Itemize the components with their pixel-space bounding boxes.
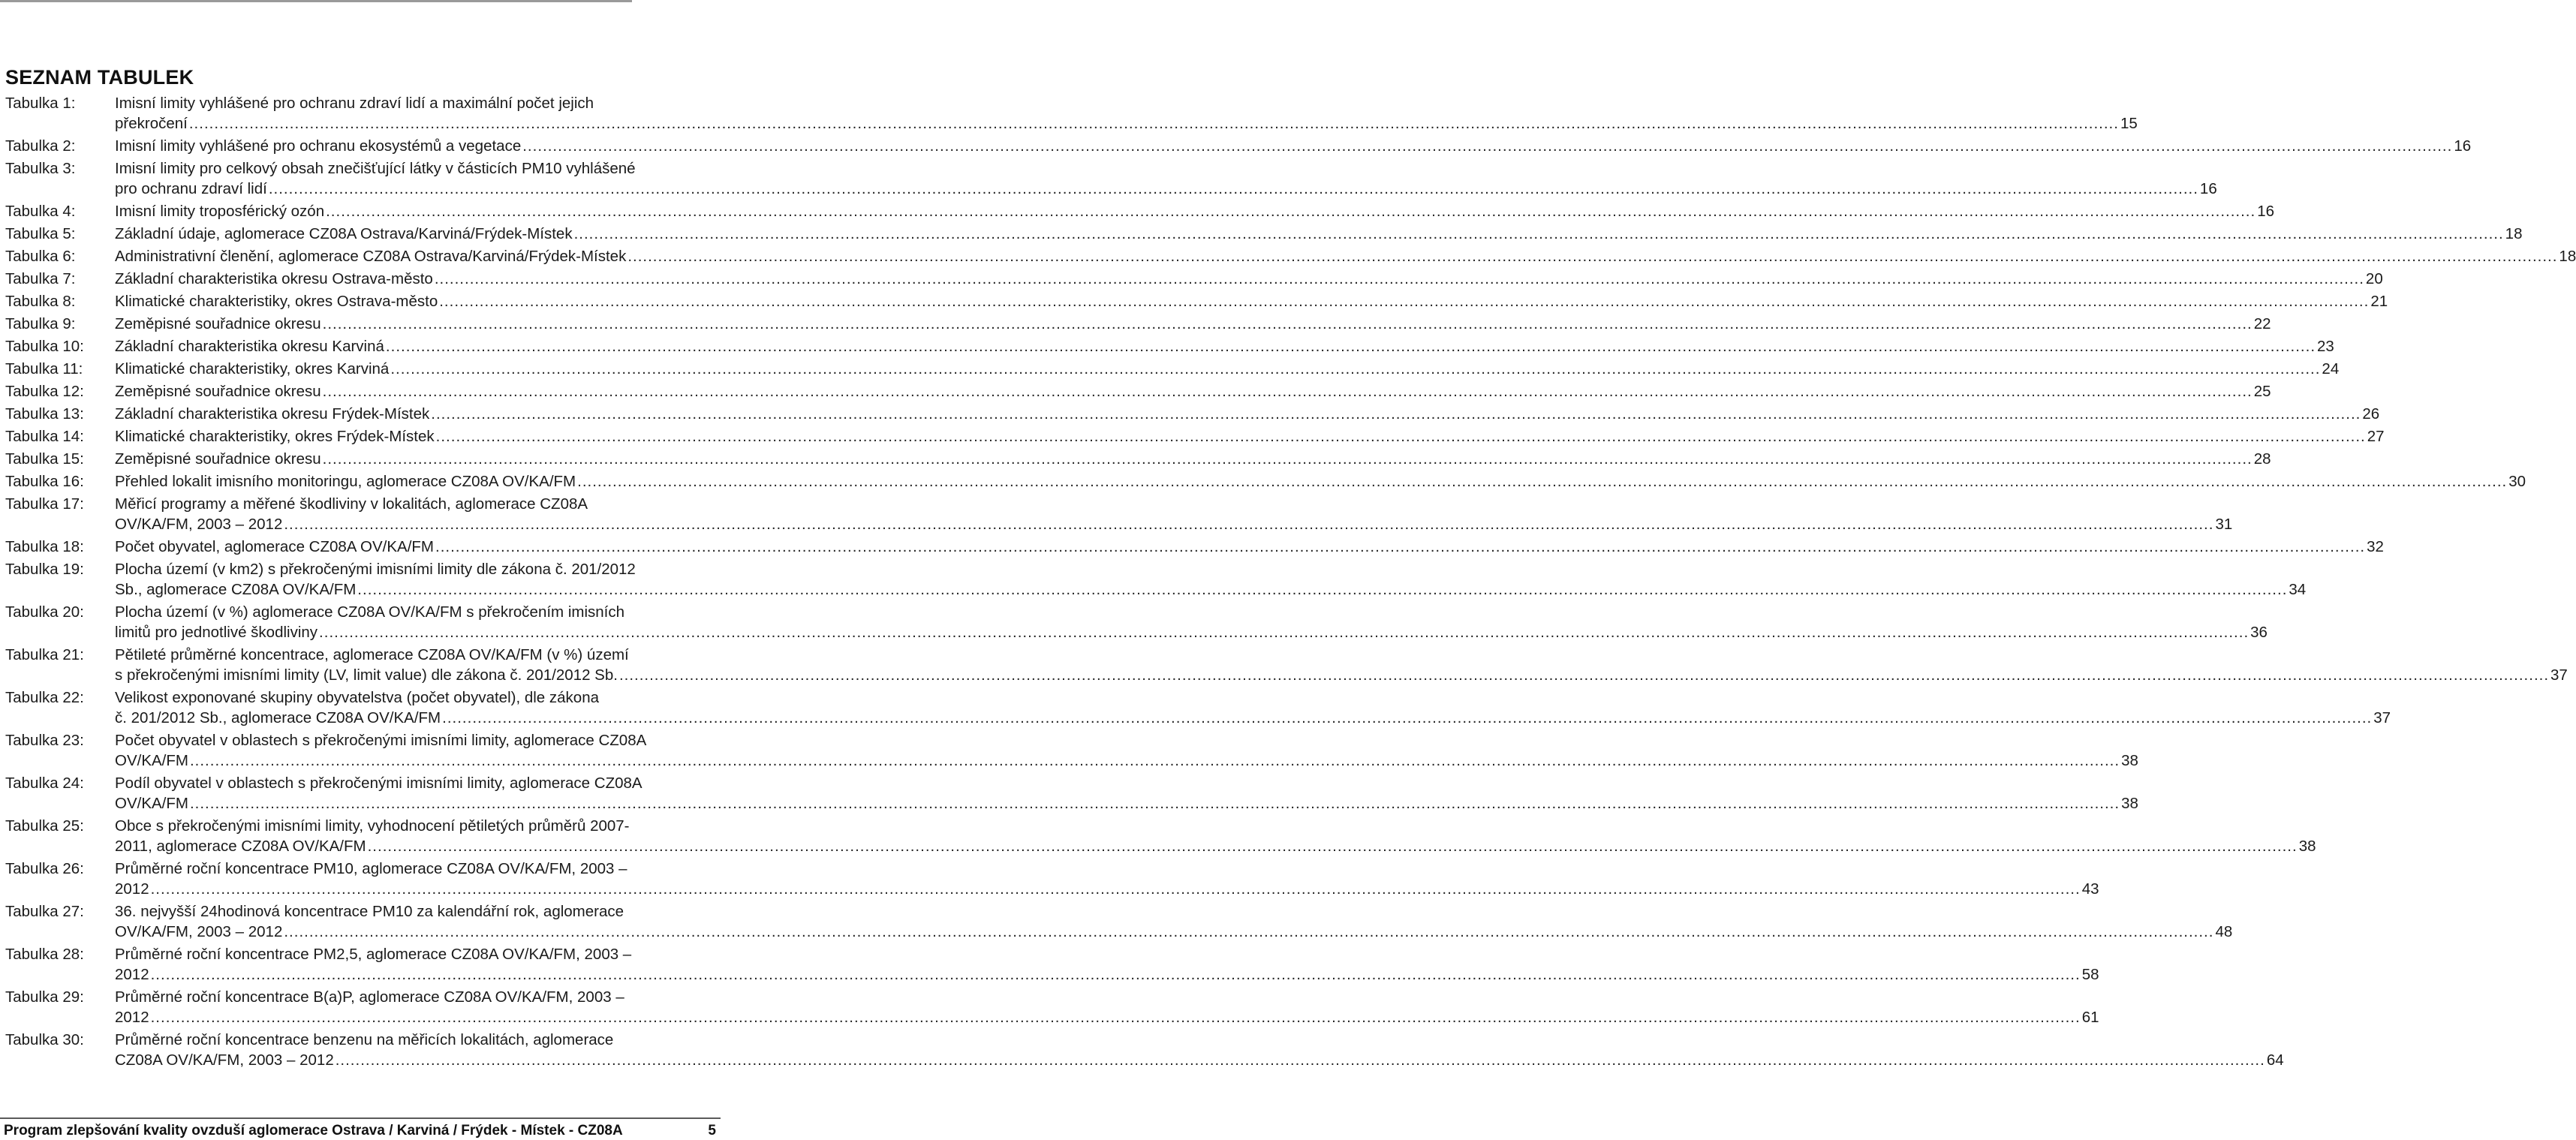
entry-label: Tabulka 2: (5, 137, 76, 155)
entry-title-line: Klimatické charakteristiky, okres Ostrava-město (115, 293, 438, 310)
entry-title-line: 2012 (115, 880, 149, 898)
toc-entry[interactable] (5, 602, 2268, 642)
entry-body (115, 314, 2271, 334)
page-number: 64 (2266, 1051, 2284, 1069)
entry-label: Tabulka 29: (5, 988, 84, 1006)
entry-label: Tabulka 6: (5, 248, 76, 265)
entry-title-line: Zeměpisné souřadnice okresu (115, 383, 321, 400)
entry-last-line (115, 514, 2232, 534)
header-rule (0, 0, 632, 2)
entry-title-line: Základní charakteristika okresu Karviná (115, 338, 384, 355)
dot-leader (619, 665, 2549, 685)
toc-entry[interactable] (5, 158, 2217, 199)
entry-label: Tabulka 16: (5, 473, 84, 490)
page-number: 28 (2253, 450, 2271, 468)
entry-title-line: Plocha území (v km2) s překročenými imisními limity dle zákona č. 201/2012 (115, 561, 636, 578)
page-number: 24 (2322, 360, 2340, 377)
toc-entry[interactable] (5, 246, 2576, 266)
page-number: 30 (2508, 473, 2526, 490)
entry-title-line: Průměrné roční koncentrace B(a)P, aglomerace CZ08A OV/KA/FM, 2003 – (115, 988, 624, 1006)
toc-entry[interactable] (5, 559, 2307, 600)
entry-title-line: Průměrné roční koncentrace PM2,5, aglomerace CZ08A OV/KA/FM, 2003 – (115, 946, 632, 963)
entry-last-line (115, 708, 2391, 728)
entry-title-line: Základní údaje, aglomerace CZ08A Ostrava/Karviná/Frýdek-Místek (115, 225, 573, 242)
page-number: 20 (2365, 270, 2383, 287)
entry-last-line (115, 404, 2379, 424)
page-number: 18 (2559, 248, 2576, 265)
entry-label: Tabulka 1: (5, 95, 76, 112)
dot-leader (435, 269, 2364, 289)
entry-last-line (115, 179, 2217, 199)
page-number: 36 (2250, 624, 2268, 641)
entry-label: Tabulka 27: (5, 903, 84, 920)
entry-body (115, 602, 2268, 642)
entry-body (115, 901, 2232, 942)
page-number: 38 (2298, 838, 2316, 855)
entry-last-line (115, 359, 2339, 379)
entry-body (115, 336, 2334, 356)
toc-entry[interactable] (5, 773, 2138, 814)
toc-entry[interactable] (5, 471, 2526, 492)
entry-title-line: OV/KA/FM (115, 795, 188, 812)
dot-leader (577, 471, 2507, 492)
toc-entry[interactable] (5, 944, 2099, 985)
entry-last-line (115, 793, 2138, 814)
entry-last-line (115, 224, 2522, 244)
entry-title-line: Základní charakteristika okresu Ostrava-město (115, 270, 433, 287)
footer-page-number: 5 (708, 1123, 716, 1138)
entry-title-line: Podíl obyvatel v oblastech s překročenými imisními limity, aglomerace CZ08A (115, 775, 642, 792)
entry-body (115, 404, 2379, 424)
entry-last-line (115, 537, 2384, 557)
toc-entry[interactable] (5, 816, 2316, 856)
page-number: 15 (2120, 115, 2138, 132)
toc-entry[interactable] (5, 645, 2568, 685)
dot-leader (442, 708, 2372, 728)
entry-label: Tabulka 11: (5, 360, 83, 377)
entry-title-line: č. 201/2012 Sb., aglomerace CZ08A OV/KA/FM (115, 709, 441, 726)
toc-entry[interactable] (5, 359, 2340, 379)
page-number: 38 (2121, 795, 2138, 812)
dot-leader (284, 922, 2213, 942)
dot-leader (574, 224, 2504, 244)
page-number: 23 (2317, 338, 2334, 355)
entry-title-line: překročení (115, 115, 188, 132)
page-number: 25 (2253, 383, 2271, 400)
page-number: 58 (2081, 966, 2099, 983)
entry-title-line: Plocha území (v %) aglomerace CZ08A OV/KA/FM s překročením imisních (115, 603, 625, 621)
entry-body (115, 359, 2339, 379)
page-number: 32 (2367, 538, 2384, 555)
dot-leader (439, 291, 2369, 311)
entry-title-line: Sb., aglomerace CZ08A OV/KA/FM (115, 581, 357, 598)
entry-title-line: Počet obyvatel, aglomerace CZ08A OV/KA/FM (115, 538, 434, 555)
entry-label: Tabulka 30: (5, 1031, 84, 1048)
entry-body (115, 291, 2388, 311)
entry-body (115, 859, 2099, 899)
dot-leader (190, 750, 2120, 771)
page-number: 34 (2289, 581, 2307, 598)
toc-entry[interactable] (5, 987, 2099, 1027)
toc-entry[interactable] (5, 537, 2384, 557)
page-number: 16 (2454, 137, 2472, 155)
entry-label: Tabulka 5: (5, 225, 76, 242)
entry-last-line (115, 665, 2568, 685)
page-number: 37 (2550, 666, 2568, 684)
dot-leader (151, 879, 2081, 899)
entry-label: Tabulka 4: (5, 203, 76, 220)
entry-title-line: s překročenými imisními limity (LV, limit value) dle zákona č. 201/2012 Sb. (115, 666, 618, 684)
dot-leader (386, 336, 2316, 356)
entry-body (115, 773, 2138, 814)
dot-leader (326, 201, 2256, 221)
entry-last-line (115, 1007, 2099, 1027)
entry-title-line: 2011, aglomerace CZ08A OV/KA/FM (115, 838, 366, 855)
entry-body (115, 269, 2383, 289)
dot-leader (151, 964, 2081, 985)
dot-leader (368, 836, 2298, 856)
dot-leader (151, 1007, 2081, 1027)
entry-label: Tabulka 26: (5, 860, 84, 877)
toc-entry[interactable] (5, 730, 2138, 771)
entry-last-line (115, 113, 2138, 134)
page-number: 21 (2370, 293, 2388, 310)
dot-leader (319, 622, 2249, 642)
entry-title-line: Klimatické charakteristiky, okres Karviná (115, 360, 390, 377)
dot-leader (357, 579, 2287, 600)
dot-leader (323, 381, 2252, 402)
page-number: 43 (2081, 880, 2099, 898)
toc-entry[interactable] (5, 381, 2271, 402)
dot-leader (435, 537, 2365, 557)
dot-leader (284, 514, 2213, 534)
entry-title-line: Zeměpisné souřadnice okresu (115, 450, 321, 468)
entry-body (115, 136, 2471, 156)
entry-body (115, 449, 2271, 469)
toc-entry[interactable] (5, 426, 2385, 447)
entry-last-line (115, 291, 2388, 311)
page-number: 31 (2215, 516, 2233, 533)
entry-body (115, 494, 2232, 534)
entry-last-line (115, 1050, 2284, 1070)
toc-entry[interactable] (5, 136, 2472, 156)
toc-entry[interactable] (5, 93, 2138, 134)
dot-leader (522, 136, 2452, 156)
entry-label: Tabulka 10: (5, 338, 84, 355)
page-number: 48 (2215, 923, 2233, 940)
entry-title-line: Průměrné roční koncentrace benzenu na měřicích lokalitách, aglomerace (115, 1031, 614, 1048)
page-number: 22 (2253, 315, 2271, 332)
dot-leader (436, 426, 2366, 447)
entry-label: Tabulka 25: (5, 817, 84, 835)
entry-body (115, 1030, 2284, 1070)
entry-body (115, 224, 2522, 244)
page-footer (4, 1123, 716, 1139)
entry-title-line: CZ08A OV/KA/FM, 2003 – 2012 (115, 1051, 334, 1069)
dot-leader (189, 113, 2119, 134)
list-heading: SEZNAM TABULEK (5, 66, 194, 89)
entry-title-line: OV/KA/FM, 2003 – 2012 (115, 516, 283, 533)
entry-body (115, 381, 2271, 402)
entry-body (115, 944, 2099, 985)
entry-label: Tabulka 14: (5, 428, 84, 445)
entry-last-line (115, 750, 2138, 771)
toc-entry[interactable] (5, 901, 2233, 942)
dot-leader (323, 449, 2252, 469)
entry-title-line: Imisní limity vyhlášené pro ochranu ekosystémů a vegetace (115, 137, 522, 155)
entry-label: Tabulka 23: (5, 732, 84, 749)
footer-title: Program zlepšování kvality ovzduší aglomerace Ostrava / Karviná / Frýdek - Místek - CZ08A (4, 1123, 623, 1138)
entry-body (115, 730, 2138, 771)
toc-entry[interactable] (5, 687, 2391, 728)
toc-entry[interactable] (5, 291, 2388, 311)
entry-last-line (115, 579, 2306, 600)
table-list (5, 93, 2576, 1072)
entry-title-line: 36. nejvyšší 24hodinová koncentrace PM10 za kalendářní rok, aglomerace (115, 903, 624, 920)
entry-title-line: OV/KA/FM, 2003 – 2012 (115, 923, 283, 940)
entry-title-line: limitů pro jednotlivé škodliviny (115, 624, 318, 641)
entry-body (115, 559, 2306, 600)
entry-title-line: Zeměpisné souřadnice okresu (115, 315, 321, 332)
entry-label: Tabulka 8: (5, 293, 76, 310)
entry-title-line: pro ochranu zdraví lidí (115, 180, 267, 197)
entry-title-line: Imisní limity vyhlášené pro ochranu zdraví lidí a maximální počet jejich (115, 95, 594, 112)
entry-body (115, 816, 2316, 856)
entry-label: Tabulka 20: (5, 603, 84, 621)
entry-body (115, 537, 2384, 557)
entry-label: Tabulka 13: (5, 405, 84, 423)
page-number: 16 (2257, 203, 2275, 220)
page-number: 16 (2199, 180, 2217, 197)
entry-label: Tabulka 24: (5, 775, 84, 792)
entry-title-line: Klimatické charakteristiky, okres Frýdek-Místek (115, 428, 435, 445)
entry-last-line (115, 314, 2271, 334)
entry-body (115, 93, 2138, 134)
entry-last-line (115, 471, 2526, 492)
entry-last-line (115, 246, 2576, 266)
entry-last-line (115, 426, 2385, 447)
entry-body (115, 471, 2526, 492)
entry-title-line: OV/KA/FM (115, 752, 188, 769)
entry-body (115, 158, 2217, 199)
entry-label: Tabulka 21: (5, 646, 84, 663)
entry-body (115, 645, 2568, 685)
entry-last-line (115, 336, 2334, 356)
dot-leader (431, 404, 2361, 424)
entry-last-line (115, 836, 2316, 856)
entry-last-line (115, 201, 2274, 221)
toc-entry[interactable] (5, 201, 2275, 221)
toc-entry[interactable] (5, 1030, 2284, 1070)
entry-body (115, 987, 2099, 1027)
entry-last-line (115, 269, 2383, 289)
entry-label: Tabulka 18: (5, 538, 84, 555)
entry-title-line: Velikost exponované skupiny obyvatelstva (počet obyvatel), dle zákona (115, 689, 599, 706)
dot-leader (390, 359, 2320, 379)
dot-leader (627, 246, 2557, 266)
footer-rule (0, 1117, 721, 1119)
entry-title-line: Základní charakteristika okresu Frýdek-Místek (115, 405, 430, 423)
entry-last-line (115, 922, 2232, 942)
entry-title-line: Pětileté průměrné koncentrace, aglomerace CZ08A OV/KA/FM (v %) území (115, 646, 629, 663)
toc-entry[interactable] (5, 494, 2233, 534)
entry-label: Tabulka 7: (5, 270, 76, 287)
page-number: 37 (2373, 709, 2391, 726)
page-number: 18 (2505, 225, 2523, 242)
dot-leader (323, 314, 2252, 334)
entry-label: Tabulka 28: (5, 946, 84, 963)
page-number: 38 (2121, 752, 2138, 769)
dot-leader (336, 1050, 2265, 1070)
entry-body (115, 246, 2576, 266)
entry-title-line: Počet obyvatel v oblastech s překročenými imisními limity, aglomerace CZ08A (115, 732, 647, 749)
entry-title-line: 2012 (115, 1009, 149, 1026)
dot-leader (190, 793, 2120, 814)
entry-label: Tabulka 17: (5, 495, 84, 513)
toc-entry[interactable] (5, 224, 2523, 244)
page-number: 61 (2081, 1009, 2099, 1026)
entry-title-line: Imisní limity pro celkový obsah znečišťující látky v částicích PM10 vyhlášené (115, 160, 636, 177)
entry-last-line (115, 879, 2099, 899)
entry-body (115, 426, 2385, 447)
toc-entry[interactable] (5, 859, 2099, 899)
entry-title-line: Měřicí programy a měřené škodliviny v lokalitách, aglomerace CZ08A (115, 495, 588, 513)
page-number: 26 (2362, 405, 2380, 423)
entry-title-line: Administrativní členění, aglomerace CZ08A Ostrava/Karviná/Frýdek-Místek (115, 248, 627, 265)
toc-entry[interactable] (5, 336, 2334, 356)
entry-label: Tabulka 15: (5, 450, 84, 468)
entry-title-line: Obce s překročenými imisními limity, vyhodnocení pětiletých průměrů 2007- (115, 817, 630, 835)
toc-entry[interactable] (5, 404, 2380, 424)
entry-last-line (115, 964, 2099, 985)
entry-body (115, 201, 2274, 221)
toc-entry[interactable] (5, 314, 2271, 334)
entry-last-line (115, 136, 2471, 156)
entry-last-line (115, 622, 2268, 642)
entry-label: Tabulka 3: (5, 160, 76, 177)
entry-title-line: Imisní limity troposférický ozón (115, 203, 325, 220)
dot-leader (269, 179, 2198, 199)
page-number: 27 (2367, 428, 2385, 445)
entry-title-line: Přehled lokalit imisního monitoringu, aglomerace CZ08A OV/KA/FM (115, 473, 576, 490)
entry-last-line (115, 381, 2271, 402)
entry-label: Tabulka 9: (5, 315, 76, 332)
toc-entry[interactable] (5, 449, 2271, 469)
entry-body (115, 687, 2391, 728)
entry-label: Tabulka 19: (5, 561, 84, 578)
entry-last-line (115, 449, 2271, 469)
entry-label: Tabulka 12: (5, 383, 84, 400)
entry-label: Tabulka 22: (5, 689, 84, 706)
entry-title-line: Průměrné roční koncentrace PM10, aglomerace CZ08A OV/KA/FM, 2003 – (115, 860, 627, 877)
entry-title-line: 2012 (115, 966, 149, 983)
toc-entry[interactable] (5, 269, 2383, 289)
